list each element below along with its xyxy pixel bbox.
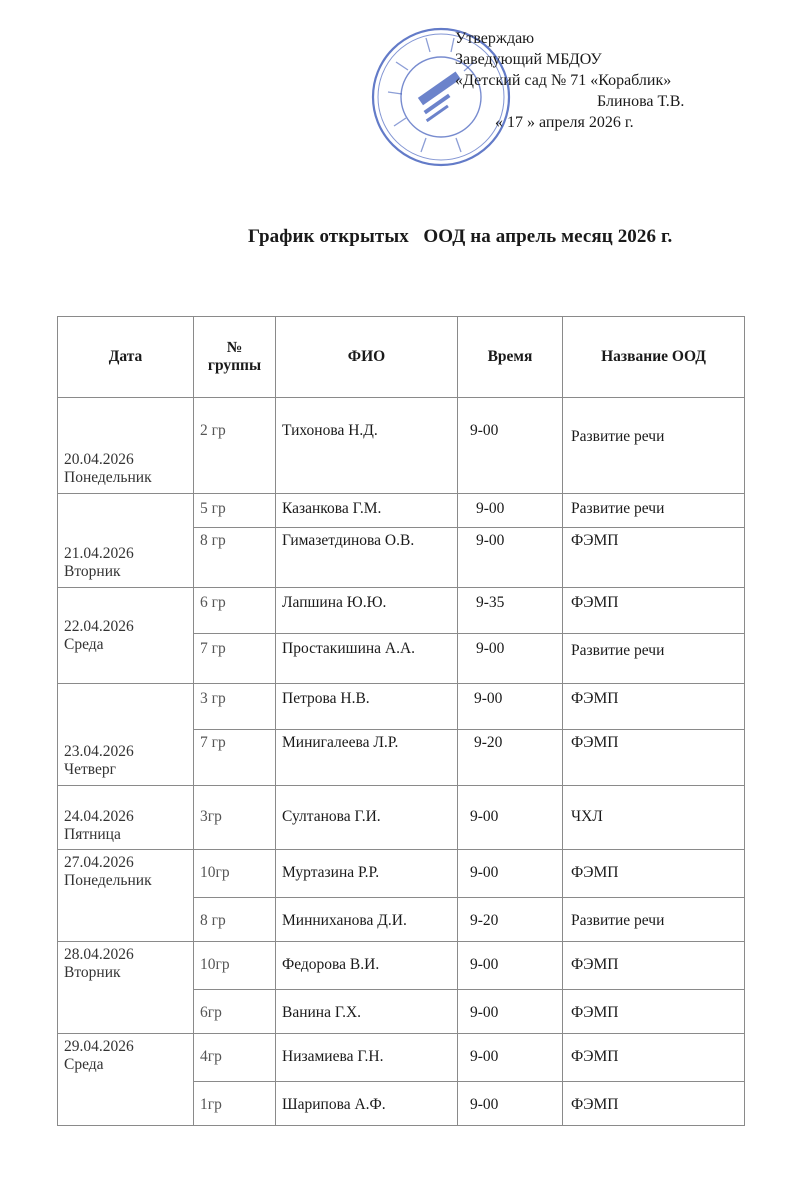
activity-cell: ФЭМП <box>563 990 745 1034</box>
time-cell: 9-20 <box>458 898 563 942</box>
table-row <box>58 942 745 990</box>
group-cell: 6 гр <box>194 588 276 634</box>
header-fio: ФИО <box>276 317 458 398</box>
group-cell: 3 гр <box>194 684 276 730</box>
date-cell <box>58 588 194 684</box>
approval-line-approve: Утверждаю <box>455 30 535 47</box>
time-cell: 9-00 <box>458 942 563 990</box>
time-cell: 9-00 <box>458 684 563 730</box>
date-cell <box>58 942 194 1034</box>
activity-cell: ФЭМП <box>563 528 745 588</box>
date-value: 23.04.2026 <box>64 743 134 760</box>
activity-cell: ФЭМП <box>563 684 745 730</box>
date-value: 22.04.2026 <box>64 617 134 635</box>
date-value: 24.04.2026 <box>64 808 134 825</box>
date-value: 21.04.2026 <box>64 545 134 562</box>
weekday: Среда <box>64 1056 104 1073</box>
date-cell <box>58 786 194 850</box>
activity-cell: Развитие речи <box>563 634 745 684</box>
header-activity-name: Название ООД <box>563 317 745 398</box>
activity-cell: ФЭМП <box>563 1034 745 1082</box>
date-value: 29.04.2026 <box>64 1038 134 1055</box>
header-group-number-sign: № <box>226 339 243 356</box>
date-cell <box>58 850 194 942</box>
time-cell: 9-00 <box>458 634 563 684</box>
time-cell: 9-00 <box>458 1082 563 1126</box>
group-cell: 7 гр <box>194 730 276 786</box>
date-value: 27.04.2026 <box>64 854 134 871</box>
activity-cell: ФЭМП <box>563 588 745 634</box>
fio-cell: Тихонова Н.Д. <box>276 398 458 494</box>
fio-cell: Шарипова А.Ф. <box>276 1082 458 1126</box>
group-cell: 1гр <box>194 1082 276 1126</box>
time-cell: 9-00 <box>458 494 563 528</box>
weekday: Четверг <box>64 761 116 778</box>
group-cell: 7 гр <box>194 634 276 684</box>
document-title: График открытых ООД на апрель месяц 2026 г. <box>248 226 673 247</box>
fio-cell: Лапшина Ю.Ю. <box>276 588 458 634</box>
weekday: Понедельник <box>64 872 152 889</box>
header-time: Время <box>458 317 563 398</box>
time-cell: 9-20 <box>458 730 563 786</box>
group-cell: 3гр <box>194 786 276 850</box>
approval-line-signatory: Блинова Т.В. <box>597 93 685 110</box>
group-cell: 2 гр <box>194 398 276 494</box>
group-cell: 10гр <box>194 942 276 990</box>
weekday: Вторник <box>64 563 121 580</box>
activity-cell: Развитие речи <box>563 398 745 494</box>
table-row <box>58 494 745 528</box>
approval-block <box>455 28 684 133</box>
table-row <box>58 850 745 898</box>
time-cell: 9-00 <box>458 528 563 588</box>
time-cell: 9-00 <box>458 990 563 1034</box>
schedule-table <box>57 316 745 1126</box>
date-cell <box>58 1034 194 1126</box>
header-group-label: группы <box>207 357 262 374</box>
table-row <box>58 398 745 494</box>
group-cell: 10гр <box>194 850 276 898</box>
fio-cell: Минниханова Д.И. <box>276 898 458 942</box>
table-row <box>58 786 745 850</box>
time-cell: 9-00 <box>458 1034 563 1082</box>
fio-cell: Султанова Г.И. <box>276 786 458 850</box>
group-cell: 8 гр <box>194 528 276 588</box>
date-cell <box>58 494 194 588</box>
group-cell: 6гр <box>194 990 276 1034</box>
time-cell: 9-00 <box>458 786 563 850</box>
activity-cell: ЧХЛ <box>563 786 745 850</box>
header-group <box>194 317 276 398</box>
group-cell: 8 гр <box>194 898 276 942</box>
fio-cell: Казанкова Г.М. <box>276 494 458 528</box>
table-row <box>58 1034 745 1082</box>
activity-cell: ФЭМП <box>563 730 745 786</box>
date-cell <box>58 684 194 786</box>
weekday: Пятница <box>64 826 121 843</box>
fio-cell: Простакишина А.А. <box>276 634 458 684</box>
fio-cell: Минигалеева Л.Р. <box>276 730 458 786</box>
group-cell: 4гр <box>194 1034 276 1082</box>
weekday: Понедельник <box>64 469 152 486</box>
table-row <box>58 588 745 634</box>
time-cell: 9-00 <box>458 850 563 898</box>
fio-cell: Петрова Н.В. <box>276 684 458 730</box>
fio-cell: Гимазетдинова О.В. <box>276 528 458 588</box>
time-cell: 9-00 <box>458 398 563 494</box>
weekday: Среда <box>64 635 104 653</box>
table-row <box>58 684 745 730</box>
fio-cell: Низамиева Г.Н. <box>276 1034 458 1082</box>
time-cell: 9-35 <box>458 588 563 634</box>
activity-cell: Развитие речи <box>563 494 745 528</box>
fio-cell: Муртазина Р.Р. <box>276 850 458 898</box>
table-header-row <box>58 317 745 398</box>
activity-cell: ФЭМП <box>563 1082 745 1126</box>
date-value: 20.04.2026 <box>64 451 134 468</box>
approval-line-date: « 17 » апреля 2026 г. <box>495 114 634 131</box>
approval-line-position: Заведующий МБДОУ <box>455 51 602 68</box>
date-cell <box>58 398 194 494</box>
header-date: Дата <box>58 317 194 398</box>
activity-cell: ФЭМП <box>563 850 745 898</box>
fio-cell: Федорова В.И. <box>276 942 458 990</box>
weekday: Вторник <box>64 964 121 981</box>
date-value: 28.04.2026 <box>64 946 134 963</box>
activity-cell: Развитие речи <box>563 898 745 942</box>
approval-line-organization: «Детский сад № 71 «Кораблик» <box>455 72 672 89</box>
group-cell: 5 гр <box>194 494 276 528</box>
activity-cell: ФЭМП <box>563 942 745 990</box>
fio-cell: Ванина Г.Х. <box>276 990 458 1034</box>
